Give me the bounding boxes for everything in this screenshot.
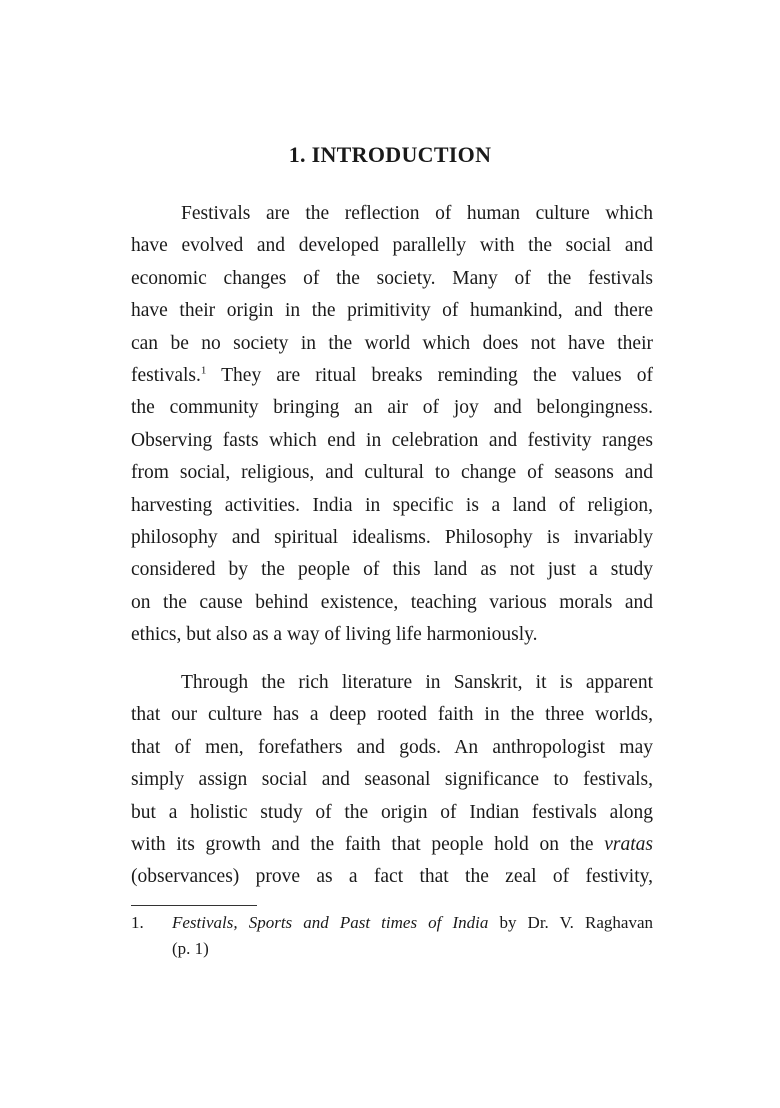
text-line: but a holistic study of the origin of Indian festivals along <box>131 801 653 823</box>
text-line: have evolved and developed parallelly with the social and <box>131 235 653 257</box>
text-line: that of men, forefathers and gods. An anthropologist may <box>131 736 653 758</box>
text-line: Festivals are the reflection of human culture which <box>181 203 653 224</box>
text-line: have their origin in the primitivity of humankind, and there <box>131 300 653 322</box>
text-line: economic changes of the society. Many of the festivals <box>131 267 653 289</box>
text-fragment: with its growth and the faith that people hold on the <box>131 834 594 856</box>
chapter-heading: 1. INTRODUCTION <box>288 142 492 167</box>
text-line: that our culture has a deep rooted faith in the three worlds, <box>131 704 653 726</box>
paragraph-2 <box>131 667 653 894</box>
text-line: from social, religious, and cultural to change of seasons and <box>131 462 653 484</box>
text-line: simply assign social and seasonal significance to festivals, <box>131 769 653 791</box>
text-line: (observances) prove as a fact that the zeal of festivity, <box>131 866 653 888</box>
text-line: Through the rich literature in Sanskrit, it is apparent <box>181 672 653 693</box>
footnote-text <box>172 910 653 962</box>
text-fragment: They are ritual breaks reminding the values of <box>221 365 653 387</box>
paragraph-1 <box>131 198 653 652</box>
footnote-reference: 1 <box>200 364 207 377</box>
text-fragment: festivals. <box>131 365 201 387</box>
text-line: can be no society in the world which does not have their <box>131 332 653 354</box>
footnote-divider <box>131 905 257 906</box>
text-line-with-footnote <box>131 360 653 392</box>
italic-term: vratas <box>604 834 653 856</box>
footnote-author: by Dr. V. Raghavan <box>488 913 653 932</box>
footnote-citation-line <box>172 910 653 936</box>
text-line: Observing fasts which end in celebration and festivity ranges <box>131 429 653 451</box>
text-line: ethics, but also as a way of living life harmoniously. <box>131 624 538 646</box>
text-line: considered by the people of this land as not just a study <box>131 559 653 581</box>
text-line-with-italic <box>131 829 653 861</box>
text-line: the community bringing an air of joy and belongingness. <box>131 397 653 419</box>
footnote-page: (p. 1) <box>172 939 209 958</box>
footnote-number: 1. <box>131 913 144 932</box>
text-line: philosophy and spiritual idealisms. Philosophy is invariably <box>131 527 653 549</box>
footnote-book-title: Festivals, Sports and Past times of India <box>172 913 489 932</box>
text-line: on the cause behind existence, teaching various morals and <box>131 591 653 613</box>
text-line: harvesting activities. India in specific is a land of religion, <box>131 494 653 516</box>
footnote <box>131 910 653 962</box>
